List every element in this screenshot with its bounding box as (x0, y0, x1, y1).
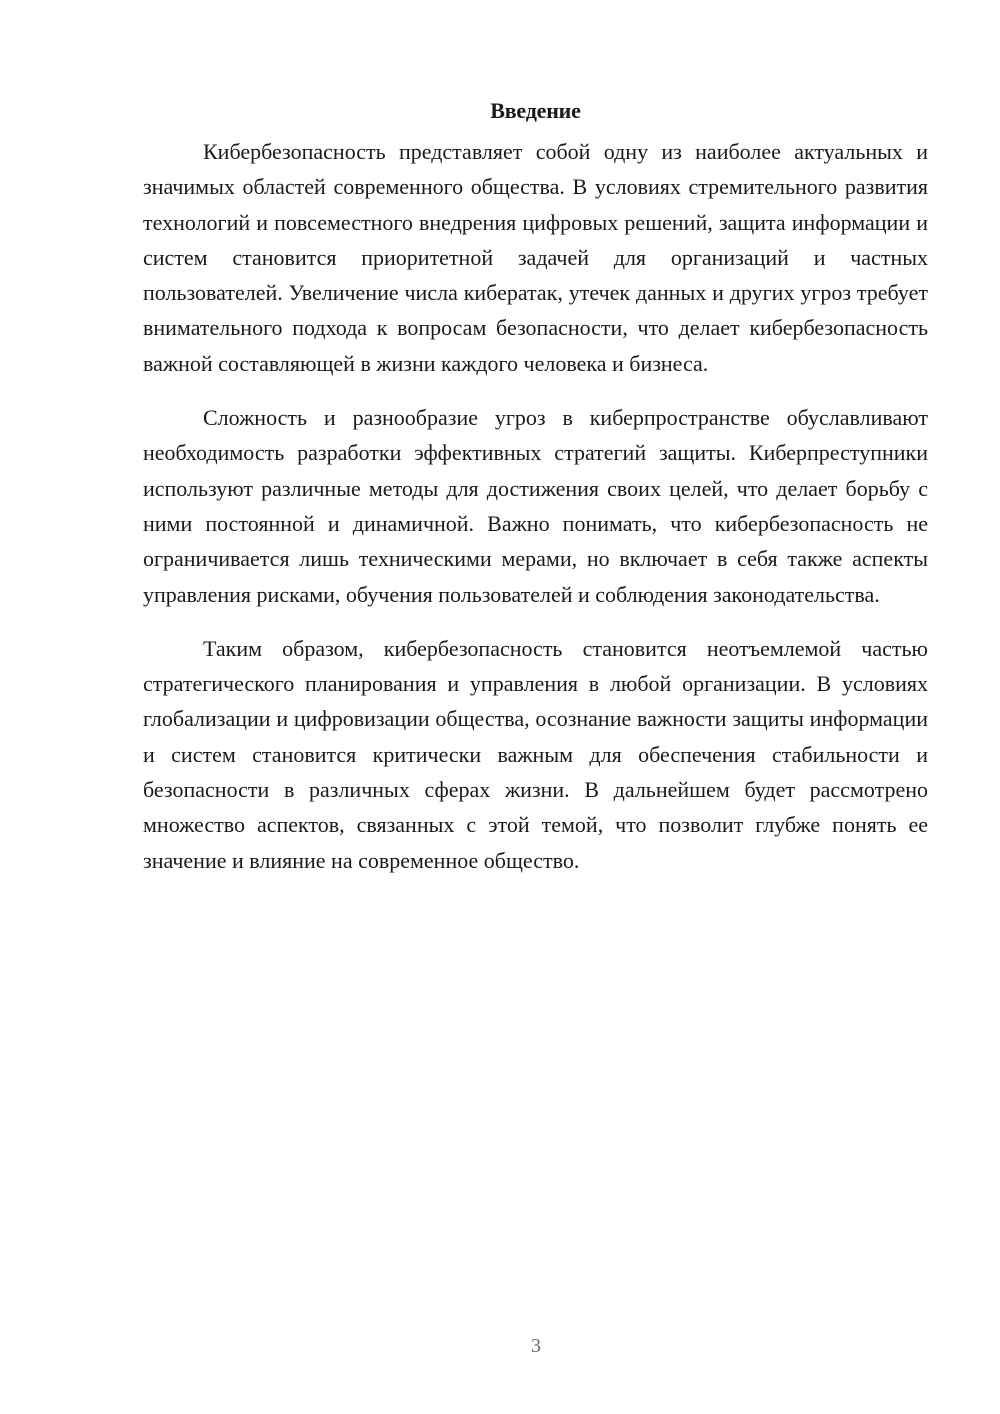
paragraph-1: Кибербезопасность представляет собой одну из наиболее актуальных и значимых областей современного общества. В условиях стремительного развития технологий и повсеместного внедрения цифровых решений, защита информации и систем становится приоритетной задачей для организаций и частных пользователей. Увеличение числа кибератак, утечек данных и других угроз требует внимательного подхода к вопросам безопасности, что делает кибербезопасность важной составляющей в жизни каждого человека и бизнеса. (143, 139, 928, 376)
page-body (143, 94, 928, 897)
section-title: Введение (490, 98, 581, 123)
page-number: 3 (531, 1335, 541, 1357)
paragraph-3: Таким образом, кибербезопасность становится неотъемлемой частью стратегического планирования и управления в любой организации. В условиях глобализации и цифровизации общества, осознание важности защиты информации и систем становится критически важным для обеспечения стабильности и безопасности в различных сферах жизни. В дальнейшем будет рассмотрено множество аспектов, связанных с этой темой, что позволит глубже понять ее значение и влияние на современное общество. (143, 635, 928, 873)
paragraph-2: Сложность и разнообразие угроз в киберпространстве обуславливают необходимость разработки эффективных стратегий защиты. Киберпреступники используют различные методы для достижения своих целей, что делает борьбу с ними постоянной и динамичной. Важно понимать, что кибербезопасность не ограничивается лишь техническими мерами, но включает в себя также аспекты управления рисками, обучения пользователей и соблюдения законодательства. (143, 405, 928, 607)
